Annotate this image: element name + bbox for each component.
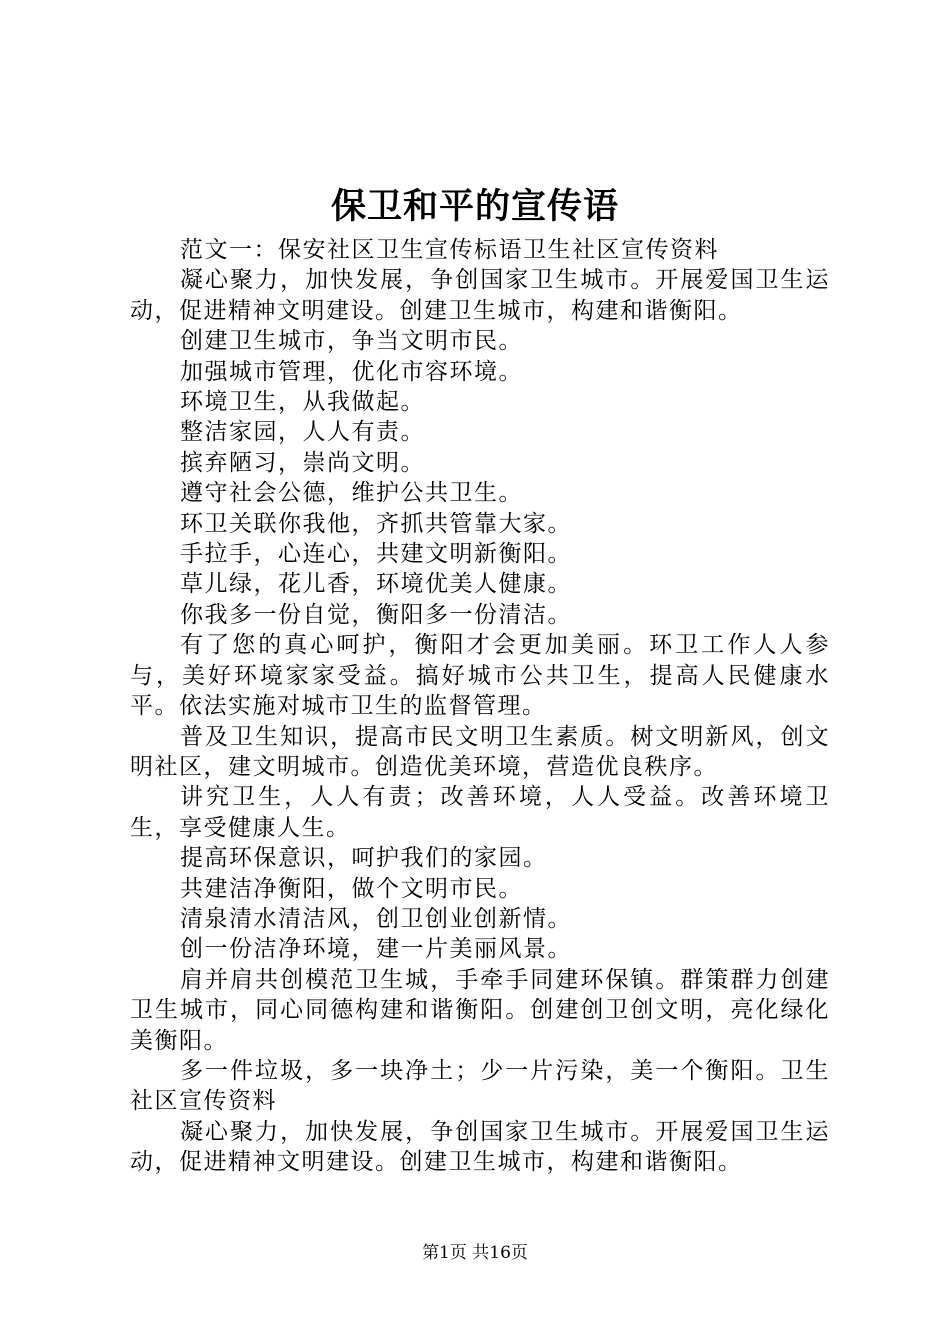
paragraph: 环卫关联你我他，齐抓共管靠大家。 (180, 510, 572, 537)
paragraph: 共建洁净衡阳，做个文明市民。 (180, 875, 523, 902)
paragraph: 摈弃陋习，崇尚文明。 (180, 449, 425, 476)
paragraph: 环境卫生，从我做起。 (180, 389, 425, 416)
paragraph: 创建卫生城市，争当文明市民。 (180, 328, 523, 355)
paragraph: 你我多一份自觉，衡阳多一份清洁。 (180, 601, 572, 628)
paragraph: 多一件垃圾，多一块净土；少一片污染，美一个衡阳。卫生社区宣传资料 (130, 1057, 830, 1115)
paragraph: 创一份洁净环境，建一片美丽风景。 (180, 936, 572, 963)
paragraph: 加强城市管理，优化市容环境。 (180, 358, 523, 385)
paragraph: 普及卫生知识，提高市民文明卫生素质。树文明新风，创文明社区，建文明城市。创造优美环境，营造优良秩序。 (130, 723, 830, 780)
paragraph: 整洁家园，人人有责。 (180, 419, 425, 446)
page-title: 保卫和平的宣传语 (330, 186, 619, 227)
paragraph: 讲究卫生，人人有责；改善环境，人人受益。改善环境卫生，享受健康人生。 (130, 784, 830, 841)
paragraph: 肩并肩共创模范卫生城，手牵手同建环保镇。群策群力创建卫生城市，同心同德构建和谐衡阳。创建创卫创文明，亮化绿化美衡阳。 (130, 966, 830, 1054)
paragraph: 手拉手，心连心，共建文明新衡阳。 (180, 541, 572, 568)
document-body (130, 235, 830, 1178)
paragraph: 遵守社会公德，维护公共卫生。 (180, 480, 523, 507)
paragraph: 凝心聚力，加快发展，争创国家卫生城市。开展爱国卫生运动，促进精神文明建设。创建卫生城市，构建和谐衡阳。 (130, 267, 830, 324)
paragraph: 有了您的真心呵护，衡阳才会更加美丽。环卫工作人人参与，美好环境家家受益。搞好城市公共卫生，提高人民健康水平。依法实施对城市卫生的监督管理。 (130, 632, 830, 720)
paragraph: 凝心聚力，加快发展，争创国家卫生城市。开展爱国卫生运动，促进精神文明建设。创建卫生城市，构建和谐衡阳。 (130, 1118, 830, 1176)
page-number-footer: 第1页 共16页 (422, 1243, 528, 1263)
paragraph: 清泉清水清洁风，创卫创业创新情。 (180, 905, 572, 932)
paragraph: 草儿绿，花儿香，环境优美人健康。 (180, 571, 572, 598)
paragraph: 范文一：保安社区卫生宣传标语卫生社区宣传资料 (180, 237, 719, 263)
paragraph: 提高环保意识，呵护我们的家园。 (180, 845, 548, 872)
